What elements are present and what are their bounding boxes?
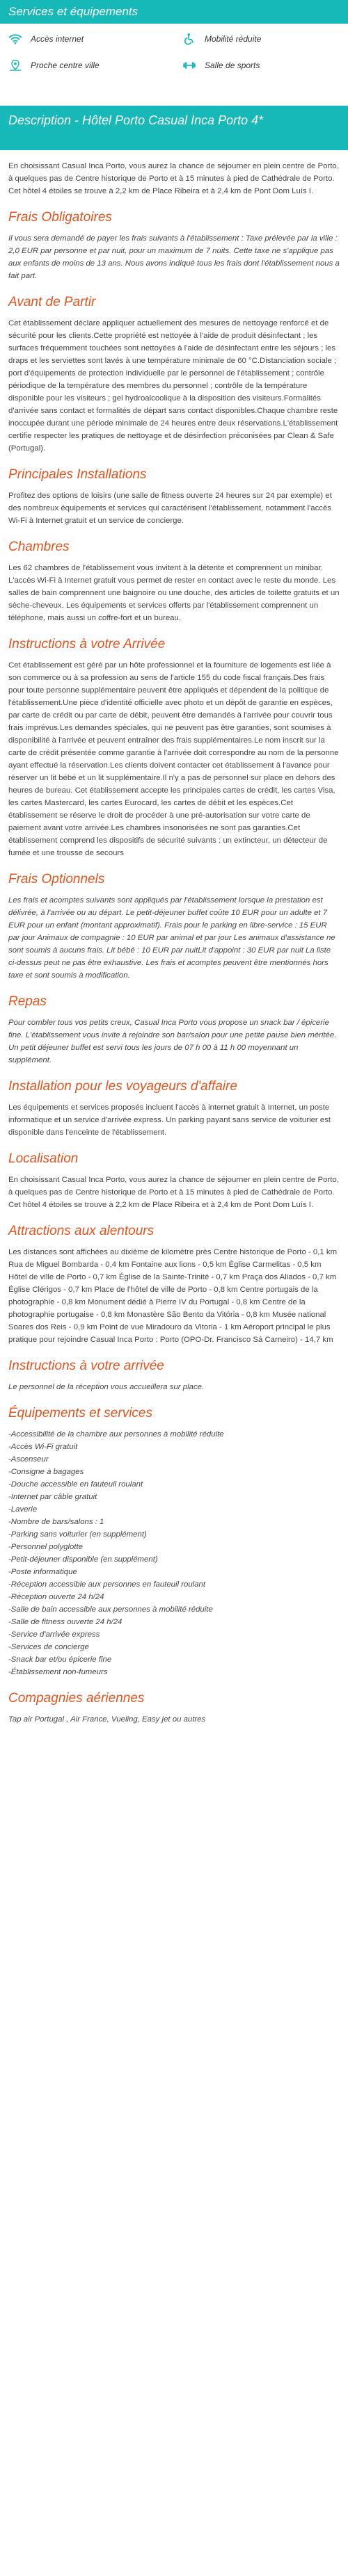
list-item: -Parking sans voiturier (en supplément) [8, 1530, 147, 1539]
section-text: Les frais et acomptes suivants sont appliqués par l'établissement lorsque la prestation est délivrée, à l'arrivée ou au départ. Le petit-déjeuner buffet coûte 10 EUR pour un adulte et 7 EUR pour un enfant (montant approximatif). Frais pour le parking en libre-service : 15 EUR par jour Animaux de compagnie : 10 EUR par animal et par jour Les animaux d'assistance ne sont soumis à aucuns frais. Lit bébé : 10 EUR par nuitLit d'appoint : 30 EUR par nuit La liste ci-dessus peut ne pas être exhaustive. Les frais et acomptes peuvent être mentionnés hors taxe et sont soumis à modification. [8, 896, 335, 980]
list-item: -Internet par câble gratuit [8, 1493, 97, 1501]
section-title-compagnies: Compagnies aériennes [8, 1691, 145, 1706]
section-text: Profitez des options de loisirs (une salle de fitness ouverte 24 heures sur 24 par exemple) et des nombreux équipements et services qui caractérisent l'établissement, notamment l'accès Wi-Fi à Internet gratuit et un service de concierge. [8, 492, 332, 525]
list-item: -Accessibilité de la chambre aux personnes à mobilité réduite [8, 1430, 224, 1439]
list-item: -Réception accessible aux personnes en fauteuil roulant [8, 1580, 206, 1589]
section-title: Instructions à votre arrivée [8, 1359, 164, 1373]
list-item: -Établissement non-fumeurs [8, 1668, 108, 1676]
service-label: Salle de sports [205, 60, 260, 70]
section-title: Avant de Partir [8, 295, 96, 309]
list-item: -Accès Wi-Fi gratuit [8, 1443, 78, 1451]
services-grid [0, 24, 348, 72]
description-banner [0, 106, 348, 150]
section-title: Localisation [8, 1151, 79, 1166]
accessibility-icon [181, 32, 198, 46]
section-text: Il vous sera demandé de payer les frais suivants à l'établissement : Taxe prélevée par la ville : 2,0 EUR par personne et par nuit, pour un maximum de 7 nuits. Cette taxe ne s'applique pas aux enfants de moins de 13 ans. Nous avons indiqué tous les frais dont l'établissement nous a fait part. [8, 234, 340, 280]
section-title: Attractions aux alentours [8, 1224, 155, 1238]
services-banner [0, 0, 348, 24]
list-item: -Salle de bain accessible aux personnes à mobilité réduite [8, 1605, 213, 1614]
compagnies-text: Tap air Portugal , Air France, Vueling, Easy jet ou autres [8, 1715, 206, 1724]
sections-container [8, 210, 340, 1393]
wifi-icon [7, 32, 24, 46]
service-item-internet [7, 32, 181, 46]
equipements-list [8, 1428, 340, 1678]
services-title: Services et équipements [8, 5, 139, 18]
section-title: Principales Installations [8, 467, 147, 482]
list-item: -Ascenseur [8, 1455, 49, 1464]
section-title: Chambres [8, 540, 70, 554]
description-title: Description - Hôtel Porto Casual Inca Porto 4* [8, 113, 264, 127]
service-label: Accès internet [31, 34, 84, 44]
section-text: Pour combler tous vos petits creux, Casual Inca Porto vous propose un snack bar / épicerie fine. L'établissement vous invite à rejoindre son bar/salon pour une petite pause bien méritée. Un petit déjeuner buffet est servi tous les jours de 07 h 00 à 11 h 00 moyennant un supplément. [8, 1019, 337, 1064]
section-title: Installation pour les voyageurs d'affaire [8, 1079, 237, 1094]
description-content [0, 160, 348, 1726]
section-title-equipements: Équipements et services [8, 1406, 152, 1420]
section-text: Les équipements et services proposés incluent l'accès à internet gratuit à Internet, un poste informatique et un service d'arrivée express. Un parking payant sans service de voiturier est disponible dans l'enceinte de l'établissement. [8, 1103, 331, 1137]
service-label: Proche centre ville [31, 60, 100, 70]
list-item: -Nombre de bars/salons : 1 [8, 1518, 104, 1526]
location-icon [7, 58, 24, 72]
list-item: -Douche accessible en fauteuil roulant [8, 1480, 143, 1489]
list-item: -Personnel polyglotte [8, 1543, 84, 1551]
section-text: Le personnel de la réception vous accueillera sur place. [8, 1383, 205, 1391]
list-item: -Réception ouverte 24 h/24 [8, 1593, 104, 1601]
gym-icon [181, 58, 198, 72]
section-text: Les distances sont affichées au dixième de kilomètre près Centre historique de Porto - 0,1 km Rua de Miguel Bombarda - 0,4 km Fontaine aux lions - 0,5 km Église Carmelitas - 0,5 km Hôtel de ville de Porto - 0,7 km Église de la Sainte-Trinité - 0,7 km Praça dos Aliados - 0,7 km Église Clérigos - 0,7 km Place de l'hôtel de ville de Porto - 0,8 km Centre portugais de la photographie - 0,8 km Monument dédié à Pierre IV du Portugal - 0,8 km Centre de la photographie portugaise - 0,8 km Monastère São Bento da Vitória - 0,8 km Musée national Soares dos Reis - 0,9 km Point de vue Miradouro da Vitoria - 1 km Aéroport principal le plus pratique pour rejoindre Casual Inca Porto : Porto (OPO-Dr. Francisco Sá Carneiro) - 14,7 km [8, 1248, 338, 1344]
service-label: Mobilité réduite [205, 34, 262, 44]
section-title: Repas [8, 994, 47, 1009]
section-text: Cet établissement déclare appliquer actuellement des mesures de nettoyage renforcé et de sécurité pour les clients.Cette propriété est nettoyée à l'aide de produit désinfectant ; les surfaces fréquemment touchées sont nettoyées à l'aide de désinfectant entre les séjours ; les draps et les serviettes sont lavés à une température minimale de 60 °C.Distanciation sociale ; port d'équipements de protection individuelle par le personnel de l'établissement ; contrôle périodique de la température des membres du personnel ; contrôle de la température disponible pour les visiteurs ; gel hydroalcoolique à la disposition des visiteurs.Formalités d'arrivée sans contact et formalités de départ sans contact disponibles.Chaque chambre reste inoccupée durant une période minimale de 24 heures entre deux réservations.L'établissement certifie respecter les pratiques de nettoyage et de désinfection préconisées par Clean & Safe (Portugal). [8, 319, 338, 453]
list-item: -Poste informatique [8, 1568, 77, 1576]
service-item-sports [181, 58, 348, 72]
section-text: Les 62 chambres de l'établissement vous invitent à la détente et comprennent un minibar. L'accès Wi-Fi à Internet gratuit vous permet de rester en contact avec le reste du monde. Les salles de bain comprennent une baignoire ou une douche, des articles de toilette gratuits et un sèche-cheveux. Les équipements et services offerts par l'établissement comprennent un téléphone, mais aussi un coffre-fort et un bureau. [8, 564, 340, 622]
list-item: -Service d'arrivée express [8, 1630, 100, 1639]
list-item: -Services de concierge [8, 1643, 89, 1651]
intro-paragraph: En choisissant Casual Inca Porto, vous aurez la chance de séjourner en plein centre de Porto, à quelques pas de Centre historique de Porto et à 15 minutes à pied de Cathédrale de Porto. Cet hôtel 4 étoiles se trouve à 2,2 km de Place Ribeira et à 2,4 km de Pont Dom Luís I. [8, 162, 339, 195]
section-title: Frais Obligatoires [8, 210, 112, 225]
service-item-centre-ville [7, 58, 181, 72]
section-title: Frais Optionnels [8, 872, 105, 886]
service-item-mobilite [181, 32, 348, 46]
section-title: Instructions à votre Arrivée [8, 637, 166, 651]
section-text: En choisissant Casual Inca Porto, vous aurez la chance de séjourner en plein centre de Porto, à quelques pas de Centre historique de Porto et à 15 minutes à pied de Cathédrale de Porto. Cet hôtel 4 étoiles se trouve à 2,2 km de Place Ribeira et à 2,4 km de Pont Dom Luís I. [8, 1176, 339, 1209]
list-item: -Salle de fitness ouverte 24 h/24 [8, 1618, 122, 1626]
list-item: -Petit-déjeuner disponible (en supplément) [8, 1555, 158, 1564]
section-text: Cet établissement est géré par un hôte professionnel et la fourniture de logements est liée à son commerce ou à sa profession au sens de l'article 155 du code fiscal français.Des frais pour toute personne supplémentaire peuvent être appliqués et dépendent de la politique de l'établissement.Une pièce d'identité officielle avec photo et un dépôt de garantie en espèces, par carte de crédit ou par carte de débit, peuvent être demandés à l'arrivée pour couvrir tous frais imprévus.Les demandes spéciales, qui ne peuvent pas être garanties, sont soumises à disponibilité à l'arrivée et peuvent entraîner des frais supplémentaires.Le nom inscrit sur la carte de crédit présentée comme garantie à l'arrivée doit correspondre au nom de la personne ayant effectué la réservation.Les clients doivent contacter cet établissement à l'avance pour réserver un lit bébé et un lit supplémentaire.Il n'y a pas de personnel sur place en dehors des heures de bureau. Cet établissement accepte les principales cartes de crédit, les cartes Visa, les cartes Mastercard, les cartes Eurocard, les cartes de débit et les espèces.Cet établissement se réserve le droit de procéder à une pré-autorisation sur votre carte de paiement avant votre arrivée.Les chambres insonorisées ne sont pas garanties.Cet établissement comprend les dispositifs de sécurité suivants : un extincteur, un détecteur de fumée et une trousse de secours [8, 661, 339, 857]
list-item: -Laverie [8, 1505, 38, 1514]
list-item: -Consigne à bagages [8, 1468, 84, 1476]
list-item: -Snack bar et/ou épicerie fine [8, 1655, 112, 1664]
